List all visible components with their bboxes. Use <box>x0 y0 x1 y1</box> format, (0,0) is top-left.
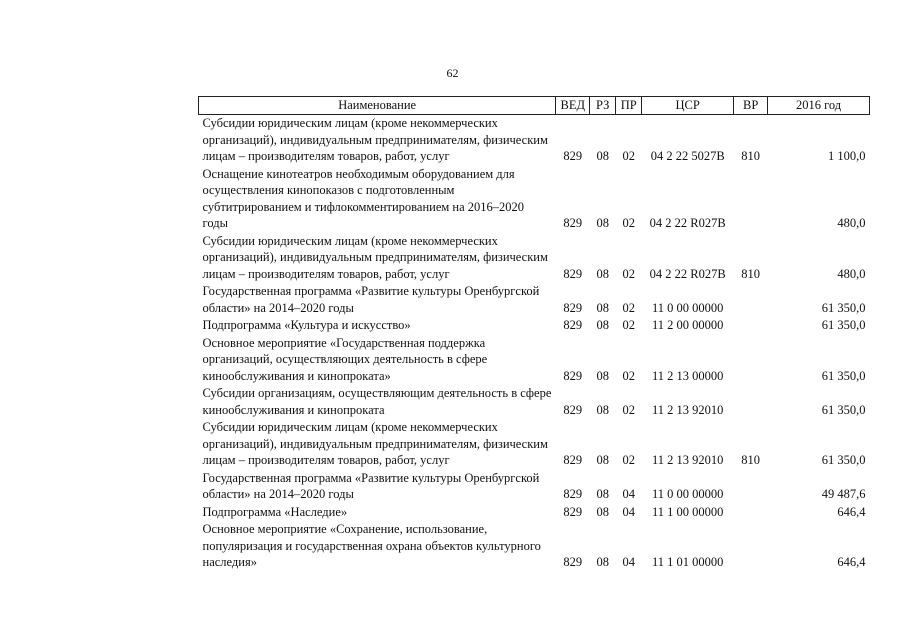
row-rz: 08 <box>596 402 609 417</box>
row-csr: 11 0 00 00000 <box>651 487 724 501</box>
row-pr: 02 <box>622 300 635 315</box>
row-csr: 11 1 01 00000 <box>651 555 724 569</box>
row-csr: 04 2 22 R027В <box>649 266 726 281</box>
header-csr: ЦСР <box>642 97 734 115</box>
header-rz: РЗ <box>590 97 616 115</box>
row-amount: 646,4 <box>837 504 866 519</box>
page-number: 62 <box>446 66 459 80</box>
row-name: Подпрограмма «Культура и искусство» <box>202 318 411 332</box>
row-vr <box>734 470 768 504</box>
table-row <box>199 521 870 572</box>
row-name: Оснащение кинотеатров необходимым оборудованием для осуществления кинопоказов с подготовленным субтитрированием и тифлокомментированием на 2016–2020 годы <box>202 166 525 230</box>
row-pr: 04 <box>622 504 635 519</box>
row-rz: 08 <box>596 266 609 281</box>
row-pr: 02 <box>622 368 635 383</box>
table-row <box>199 317 870 335</box>
row-ved: 829 <box>563 300 583 315</box>
table-row <box>199 419 870 470</box>
row-csr: 11 1 00 00000 <box>651 504 724 519</box>
row-amount: 61 350,0 <box>821 300 866 315</box>
table-row <box>199 335 870 386</box>
header-amount: 2016 год <box>768 97 870 115</box>
header-name: Наименование <box>199 97 556 115</box>
row-ved: 829 <box>563 453 583 467</box>
row-ved: 829 <box>563 504 583 519</box>
row-csr: 11 2 13 92010 <box>651 453 724 467</box>
table-row <box>199 504 870 522</box>
row-vr: 810 <box>741 453 761 467</box>
row-vr <box>734 504 768 522</box>
row-rz: 08 <box>596 555 609 569</box>
row-vr: 810 <box>741 266 761 281</box>
row-name: Субсидии юридическим лицам (кроме некоммерческих организаций), индивидуальным предпринимателям, физическим лицам – производителям товаров, работ, услуг <box>202 420 548 467</box>
row-name: Субсидии юридическим лицам (кроме некоммерческих организаций), индивидуальным предпринимателям, физическим лицам – производителям товаров, работ, услуг <box>202 116 548 163</box>
row-ved: 829 <box>563 368 583 383</box>
table-row <box>199 385 870 419</box>
row-name: Субсидии юридическим лицам (кроме некоммерческих организаций), индивидуальным предпринимателям, физическим лицам – производителям товаров, работ, услуг <box>202 233 548 281</box>
table-row <box>199 283 870 317</box>
row-ved: 829 <box>563 318 583 332</box>
row-vr <box>734 283 768 317</box>
row-amount: 61 350,0 <box>821 318 866 332</box>
row-pr: 04 <box>622 487 635 501</box>
budget-table <box>198 96 870 572</box>
row-vr <box>734 317 768 335</box>
table-header-row <box>199 97 870 115</box>
row-rz: 08 <box>596 300 609 315</box>
row-rz: 08 <box>596 318 609 332</box>
row-rz: 08 <box>596 368 609 383</box>
row-amount: 646,4 <box>837 555 866 569</box>
row-name: Государственная программа «Развитие культуры Оренбургской области» на 2014–2020 годы <box>202 284 540 315</box>
row-amount: 61 350,0 <box>821 402 866 417</box>
row-name: Государственная программа «Развитие культуры Оренбургской области» на 2014–2020 годы <box>202 470 540 501</box>
row-vr <box>734 521 768 572</box>
row-amount: 49 487,6 <box>821 487 866 501</box>
row-amount: 1 100,0 <box>828 149 866 163</box>
table-row <box>199 166 870 233</box>
row-rz: 08 <box>596 453 609 467</box>
row-ved: 829 <box>563 216 583 230</box>
header-ved: ВЕД <box>556 97 590 115</box>
row-rz: 08 <box>596 504 609 519</box>
row-pr: 02 <box>622 318 635 332</box>
row-amount: 480,0 <box>837 216 866 230</box>
header-pr: ПР <box>616 97 642 115</box>
row-name: Подпрограмма «Наследие» <box>202 504 348 519</box>
row-name: Основное мероприятие «Сохранение, использование, популяризация и государственная охрана объектов культурного наследия» <box>202 522 541 569</box>
row-vr <box>734 385 768 419</box>
row-rz: 08 <box>596 216 609 230</box>
row-pr: 04 <box>622 555 635 569</box>
row-name: Основное мероприятие «Государственная поддержка организаций, осуществляющих деятельность в сфере кинообслуживания и кинопроката» <box>202 335 488 383</box>
row-pr: 02 <box>622 402 635 417</box>
row-vr <box>734 335 768 386</box>
row-name: Субсидии организациям, осуществляющим деятельность в сфере кинообслуживания и кинопроката <box>202 386 552 417</box>
table-row <box>199 470 870 504</box>
row-vr <box>734 166 768 233</box>
row-csr: 11 2 00 00000 <box>651 318 724 332</box>
row-amount: 480,0 <box>837 266 866 281</box>
row-pr: 02 <box>622 453 635 467</box>
row-csr: 04 2 22 5027В <box>650 149 725 163</box>
row-csr: 11 0 00 00000 <box>651 300 724 315</box>
row-csr: 11 2 13 92010 <box>651 402 724 417</box>
table-row <box>199 115 870 166</box>
row-pr: 02 <box>622 266 635 281</box>
row-ved: 829 <box>563 555 583 569</box>
row-csr: 11 2 13 00000 <box>651 368 724 383</box>
row-pr: 02 <box>622 216 635 230</box>
row-ved: 829 <box>563 266 583 281</box>
row-csr: 04 2 22 R027В <box>649 216 726 230</box>
row-rz: 08 <box>596 149 609 163</box>
row-rz: 08 <box>596 487 609 501</box>
row-amount: 61 350,0 <box>821 368 866 383</box>
row-amount: 61 350,0 <box>821 453 866 467</box>
table-row <box>199 233 870 284</box>
row-vr: 810 <box>741 149 761 163</box>
row-ved: 829 <box>563 487 583 501</box>
row-pr: 02 <box>622 149 635 163</box>
row-ved: 829 <box>563 149 583 163</box>
header-vr: ВР <box>734 97 768 115</box>
row-ved: 829 <box>563 402 583 417</box>
